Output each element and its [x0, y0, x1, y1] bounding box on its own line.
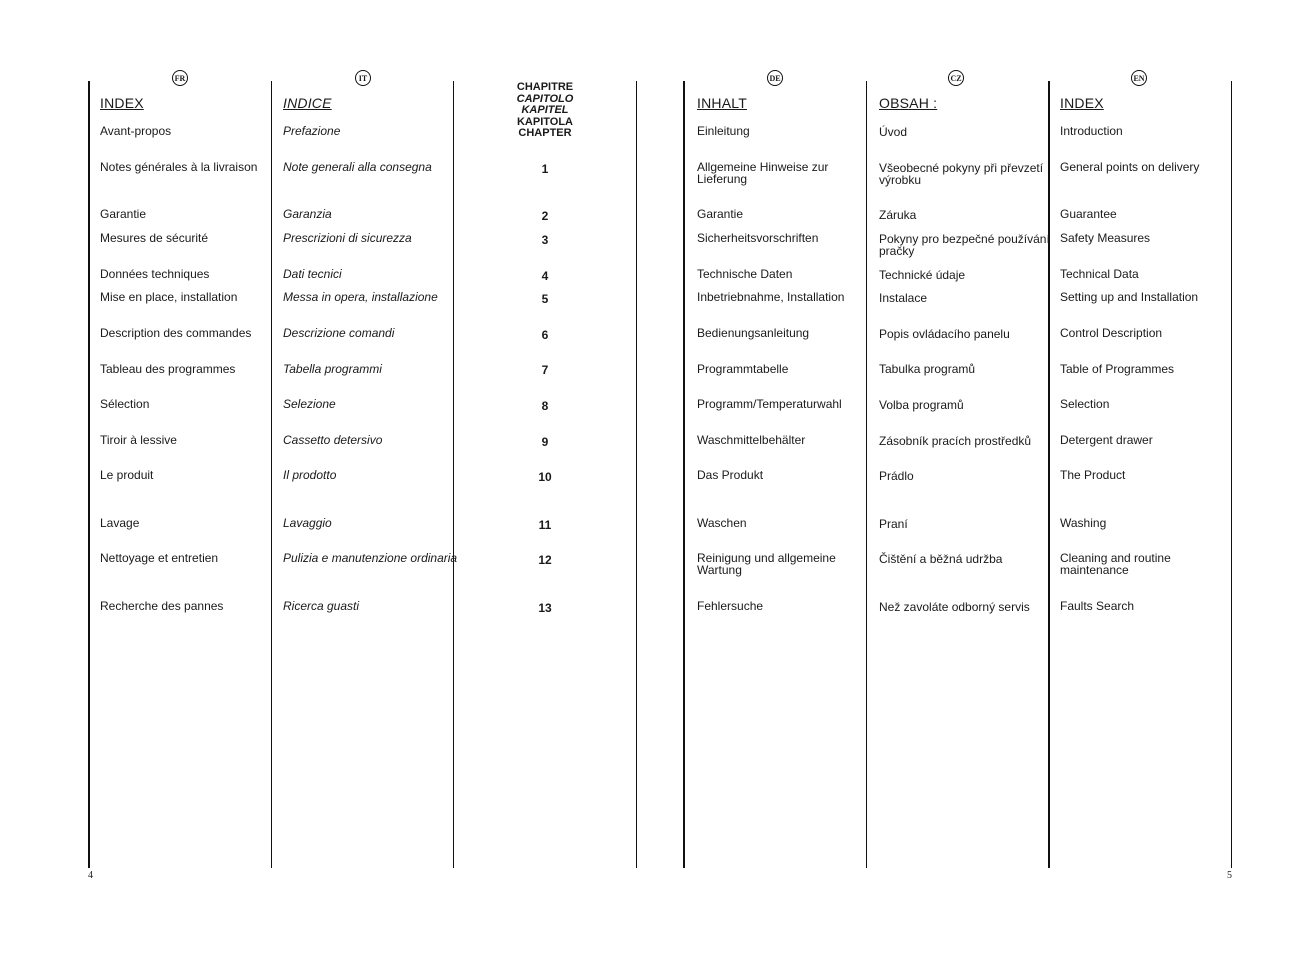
index-entry-cz: Záruka [879, 208, 917, 222]
chapter-number: 8 [541, 399, 549, 413]
column-rule [636, 81, 637, 868]
chapter-number: 6 [541, 328, 549, 342]
index-entry-en: Table of Programmes [1060, 362, 1175, 376]
index-entry-fr: Recherche des pannes [100, 599, 224, 613]
index-entry-fr: Garantie [100, 207, 147, 221]
index-entry-cz: Zásobník pracích prostředků [879, 434, 1032, 448]
chapter-header-fr: CHAPITRE [516, 81, 574, 93]
index-entry-de: Waschen [697, 516, 747, 530]
chapter-number: 9 [541, 435, 549, 449]
column-title-it: INDICE [283, 95, 332, 111]
index-entry-fr: Tableau des programmes [100, 362, 236, 376]
language-badge-cz: CZ [948, 70, 964, 86]
chapter-number: 1 [541, 162, 549, 176]
index-entry-en: Faults Search [1060, 599, 1135, 613]
index-entry-cz: Pokyny pro bezpečné používání pračky [879, 232, 1050, 258]
index-entry-cz: Volba programů [879, 398, 964, 412]
index-entry-cz: Čištění a běžná udržba [879, 552, 1003, 566]
chapter-number: 13 [538, 601, 552, 615]
chapter-number: 12 [538, 553, 552, 567]
index-entry-de: Einleitung [697, 124, 750, 138]
index-entry-fr: Lavage [100, 516, 140, 530]
index-entry-fr: Nettoyage et entretien [100, 551, 219, 565]
index-entry-en: Control Description [1060, 326, 1163, 340]
index-entry-it: Prefazione [283, 124, 341, 138]
chapter-number: 10 [538, 470, 552, 484]
index-entry-it: Lavaggio [283, 516, 332, 530]
index-entry-de: Garantie [697, 207, 744, 221]
index-entry-it: Tabella programmi [283, 362, 382, 376]
index-entry-de: Das Produkt [697, 468, 764, 482]
index-entry-fr: Notes générales à la livraison [100, 160, 258, 174]
index-entry-en: Selection [1060, 397, 1110, 411]
index-entry-it: Note generali alla consegna [283, 160, 432, 174]
index-entry-en: Cleaning and routine maintenance [1060, 551, 1171, 577]
index-entry-fr: Avant-propos [100, 124, 172, 138]
column-title-fr: INDEX [100, 95, 144, 111]
index-entry-fr: Description des commandes [100, 326, 252, 340]
index-entry-de: Bedienungsanleitung [697, 326, 810, 340]
index-entry-de: Sicherheitsvorschriften [697, 231, 819, 245]
index-entry-de: Programmtabelle [697, 362, 789, 376]
index-entry-en: Safety Measures [1060, 231, 1151, 245]
index-entry-de: Fehlersuche [697, 599, 764, 613]
column-rule [683, 81, 685, 868]
index-entry-fr: Données techniques [100, 267, 210, 281]
index-entry-en: General points on delivery [1060, 160, 1200, 174]
index-entry-cz: Prádlo [879, 469, 914, 483]
page-number-right: 5 [1227, 870, 1232, 881]
index-entry-it: Selezione [283, 397, 336, 411]
chapter-header-it: CAPITOLO [516, 92, 574, 105]
index-entry-it: Dati tecnici [283, 267, 342, 281]
index-entry-it: Il prodotto [283, 468, 337, 482]
index-entry-de: Reinigung und allgemeine Wartung [697, 551, 836, 577]
chapter-header-cz: KAPITOLA [516, 115, 574, 128]
index-entry-cz: Praní [879, 517, 908, 531]
index-entry-en: Setting up and Installation [1060, 290, 1199, 304]
page-number-left: 4 [88, 870, 93, 881]
index-entry-de: Inbetriebnahme, Installation [697, 290, 845, 304]
index-entry-en: Washing [1060, 516, 1107, 530]
index-entry-it: Garanzia [283, 207, 332, 221]
index-entry-fr: Sélection [100, 397, 150, 411]
index-entry-fr: Mise en place, installation [100, 290, 238, 304]
language-badge-de: DE [767, 70, 783, 86]
index-entry-cz: Instalace [879, 291, 928, 305]
index-entry-it: Prescrizioni di sicurezza [283, 231, 412, 245]
index-entry-en: Technical Data [1060, 267, 1139, 281]
chapter-number: 3 [541, 233, 549, 247]
index-entry-de: Waschmittelbehälter [697, 433, 806, 447]
index-entry-cz: Než zavoláte odborný servis [879, 600, 1030, 614]
index-entry-cz: Popis ovládacího panelu [879, 327, 1010, 341]
index-entry-it: Cassetto detersivo [283, 433, 383, 447]
column-title-de: INHALT [697, 95, 747, 111]
index-entry-cz: Úvod [879, 125, 908, 139]
chapter-number: 7 [541, 363, 549, 377]
index-entry-it: Messa in opera, installazione [283, 290, 438, 304]
index-entry-de: Allgemeine Hinweise zur Lieferung [697, 160, 829, 186]
chapter-number: 2 [541, 209, 549, 223]
index-entry-cz: Tabulka programů [879, 362, 976, 376]
chapter-number: 4 [541, 269, 549, 283]
index-entry-de: Technische Daten [697, 267, 793, 281]
chapter-header-en: CHAPTER [518, 127, 572, 139]
index-entry-fr: Tiroir à lessive [100, 433, 177, 447]
index-entry-it: Ricerca guasti [283, 599, 360, 613]
index-entry-cz: Všeobecné pokyny při převzetí výrobku [879, 161, 1044, 187]
index-entry-cz: Technické údaje [879, 268, 966, 282]
column-title-en: INDEX [1060, 95, 1104, 111]
index-entry-fr: Le produit [100, 468, 154, 482]
language-badge-it: IT [355, 70, 371, 86]
chapter-number: 11 [538, 518, 552, 532]
chapter-header-de: KAPITEL [521, 104, 569, 116]
index-entry-it: Pulizia e manutenzione ordinaria [283, 551, 458, 565]
index-entry-en: Guarantee [1060, 207, 1117, 221]
language-badge-fr: FR [172, 70, 188, 86]
language-badge-en: EN [1131, 70, 1147, 86]
chapter-number: 5 [541, 292, 549, 306]
index-entry-it: Descrizione comandi [283, 326, 395, 340]
column-rule [88, 81, 90, 868]
index-entry-de: Programm/Temperaturwahl [697, 397, 842, 411]
index-entry-en: Introduction [1060, 124, 1123, 138]
column-title-cz: OBSAH : [879, 95, 938, 111]
index-entry-en: Detergent drawer [1060, 433, 1153, 447]
chapter-header [505, 82, 585, 140]
index-entry-en: The Product [1060, 468, 1126, 482]
index-entry-fr: Mesures de sécurité [100, 231, 209, 245]
